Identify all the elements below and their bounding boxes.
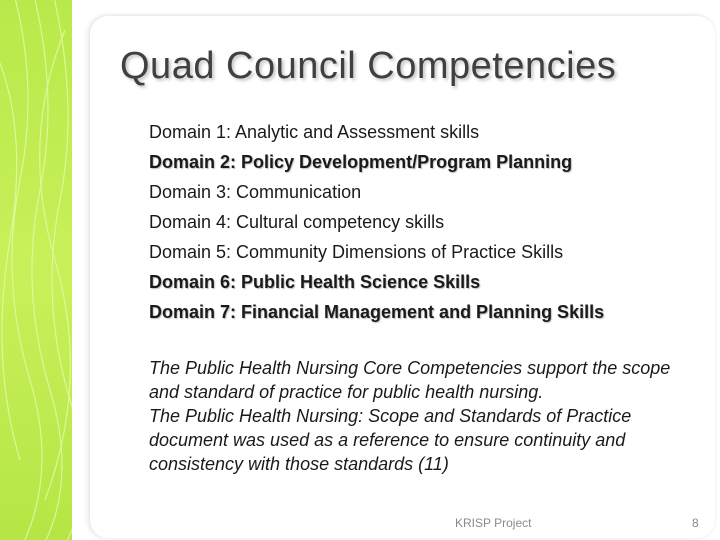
domain-item: [128, 207, 708, 237]
domain-text: Domain 1: Analytic and Assessment skills: [149, 122, 480, 142]
footer-text: KRISP Project: [455, 516, 532, 530]
domain-text: Domain 7: Financial Management and Planning Skills: [149, 302, 605, 322]
domain-text: Domain 6: Public Health Science Skills: [149, 272, 481, 292]
page-number: 8: [692, 516, 699, 530]
domain-item: [128, 237, 708, 267]
swirl-pattern: [0, 0, 72, 540]
notes-list: [128, 356, 698, 476]
note-item: [128, 356, 698, 404]
domain-list: [128, 117, 708, 327]
domain-text: Domain 3: Communication: [149, 182, 362, 202]
domain-text: Domain 5: Community Dimensions of Practice Skills: [149, 242, 564, 262]
domain-item: [128, 117, 708, 147]
note-text: The Public Health Nursing Core Competencies support the scope and standard of practice for public health nursing.: [149, 358, 671, 402]
domain-item: [128, 177, 708, 207]
slide-title: Quad Council Competencies: [120, 45, 617, 87]
note-text: The Public Health Nursing: Scope and Standards of Practice document was used as a reference to ensure continuity and consistency with those standards (11): [149, 406, 632, 474]
domain-item: [128, 267, 708, 297]
domain-item: [128, 297, 708, 327]
domain-text: Domain 4: Cultural competency skills: [149, 212, 445, 232]
domain-text: Domain 2: Policy Development/Program Planning: [149, 152, 573, 172]
domain-item: [128, 147, 708, 177]
decorative-green-band: [0, 0, 72, 540]
note-item: [128, 404, 698, 476]
